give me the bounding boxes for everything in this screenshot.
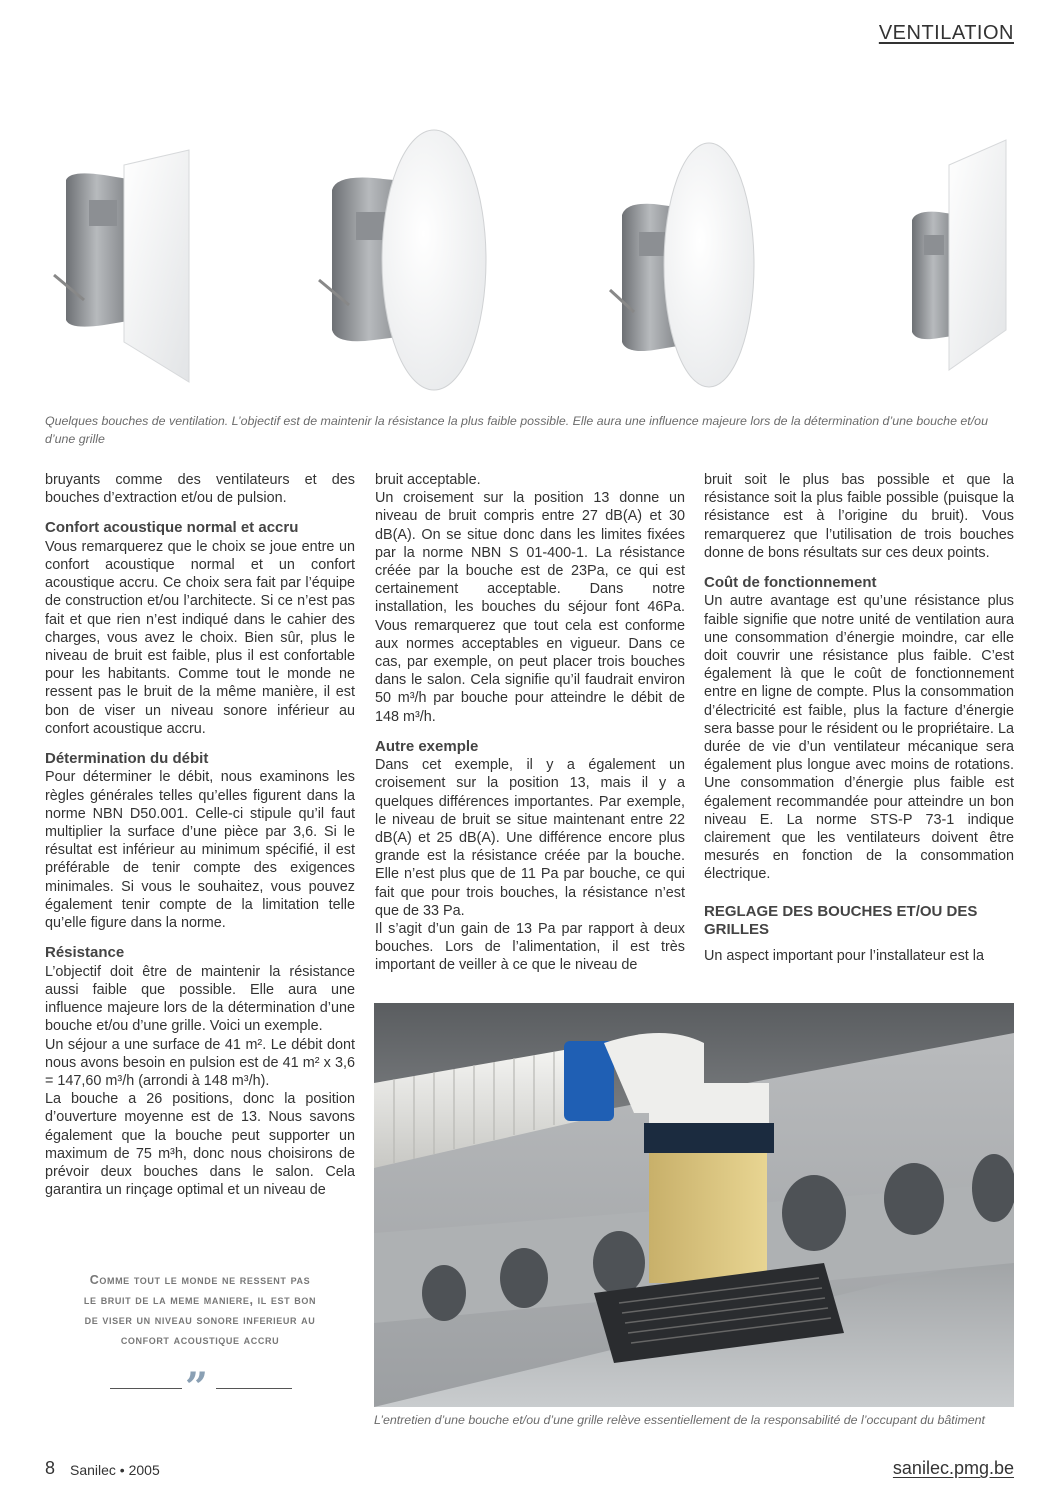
subheading: Autre exemple [375,737,479,755]
square-valve-right [912,140,1006,370]
pull-quote-line: confort acoustique accru [120,1333,280,1347]
subheading: Résistance [45,944,125,962]
column-2 [375,471,685,975]
ventilation-valves-photo [44,120,1014,410]
paragraph: Vous remarquerez que le choix se joue entre un confort acoustique normal et un confort acoustique accru. Ce choix sera fait par l’équipe de construction et/ou l’architecte. Si ce n’est pas fait et que rien n’est indiqué dans le cahier des charges, vous avez le choix. Bien sûr, plus le niveau de bruit est faible, plus il est confortable pour les habitants. Comme tout le monde ne ressent pas le bruit de la même manière, il est bon de viser un niveau sonore inférieur au confort acoustique accru. [45,538,355,737]
paragraph: La bouche a 26 positions, donc la position d’ouverture moyenne est de 13. Nous savons également que la bouche peut supporter un maximum de 75 m³h, donc nous choisirons de prévoir deux bouches dans le salon. Cela garantira un rinçage optimal et un niveau de [45,1091,355,1199]
round-valve-right [610,143,754,387]
pull-quote-line: de viser un niveau sonore inferieur au [84,1313,316,1327]
top-figure-caption: Quelques bouches de ventilation. L’objectif est de maintenir la résistance la plus faible possible. Elle aura une influence majeure lors de la détermination d’une bouche et/ou d’une grille [45,414,988,446]
column-1 [45,471,355,1199]
magazine-name: Sanilec • 2005 [70,1462,160,1478]
paragraph: Il s’agit d’un gain de 13 Pa par rapport à deux bouches. Lors de l’alimentation, il est très important de veiller à ce que le niveau de [375,921,685,974]
pull-quote-line: Comme tout le monde ne ressent pas [89,1273,311,1287]
paragraph: Pour déterminer le débit, nous examinons les règles générales telles qu’elles figurent dans la norme NBN D50.001. Celle-ci stipule qu’il faut multiplier la surface d’une pièce par 3,6. Si le résultat est inférieur au minimum spécifié, il est préférable de tenir compte des exigences minimales. Si vous le souhaitez, vous pouvez également tenir compte de la limitation telle qu’elle figure dans la norme. [45,769,355,932]
website-link[interactable]: sanilec.pmg.be [892,1458,1014,1478]
section-label: VENTILATION [878,22,1014,44]
paragraph: Dans cet exemple, il y a également un croisement sur la position 13, mais il y a quelques différences importantes. Par exemple, le niveau de bruit se situe maintenant entre 22 dB(A) et 25 dB(A). Une différence encore plus grande est la résistance créée par la bouche. Elle n’est plus que de 11 Pa par bouche, ce qui fait que pour trois bouches, la résistance n’est que de 33 Pa. [375,757,685,919]
section-heading: REGLAGE DES BOUCHES ET/OU DES GRILLES [704,902,978,939]
subheading: Détermination du débit [45,750,209,768]
quote-rule [110,1388,182,1389]
paragraph: Un aspect important pour l’installateur est la [704,948,984,965]
bottom-figure-caption: L’entretien d’une bouche et/ou d’une grille relève essentiellement de la responsabilité de l’occupant du bâtiment [374,1413,985,1427]
column-3 [704,471,1014,966]
subheading: Coût de fonctionnement [704,574,877,592]
paragraph: Un séjour a une surface de 41 m². Le débit dont nous avons besoin en pulsion est de 41 m² x 3,6 = 147,60 m³/h (arrondi à 148 m³/h). [45,1036,355,1089]
quote-rule [216,1388,292,1389]
round-valve-left [319,130,486,390]
valve-installation-photo [374,1003,1014,1407]
paragraph: Un autre avantage est qu’une résistance plus faible signifie que notre unité de ventilation aura une consommation d’énergie moindre, car elle doit couvrir une résistance plus faible. C’est également là que le coût de fonctionnement entre en ligne de compte. Plus la consommation d’électricité est faible, plus la facture d’énergie sera basse pour le résident ou le propriétaire. La durée de vie d’un ventilateur mécanique sera également plus longue avec moins de rotations. Une consommation d’énergie plus faible est également recommandée pour atteindre un bon niveau E. La norme STS-P 73-1 indique clairement que les ventilateurs doivent être mesurés en fonction de la consommation électrique. [704,593,1014,883]
pull-quote [45,1270,355,1350]
square-valve-left [54,150,189,382]
paragraph: bruit soit le plus bas possible et que la résistance soit la plus faible possible (puisque la résistance est à l’origine du bruit). Vous remarquerez que l’utilisation de trois bouches donne de bons résultats sur ces deux points. [704,472,1014,561]
subheading: Confort acoustique normal et accru [45,519,299,537]
pull-quote-line: le bruit de la meme maniere, il est bon [83,1293,317,1307]
paragraph: Un croisement sur la position 13 donne un niveau de bruit compris entre 27 dB(A) et 30 dB(A). On se situe donc dans les limites fixées par la norme NBN S 01-400-1. La résistance créée par la bouche est de 23Pa, ce qui est certainement acceptable. Dans notre installation, les bouches du séjour font 46Pa. Vous remarquerez que tout cela est conforme aux normes acceptables en vigueur. Dans ce cas, par exemple, on peut placer trois bouches dans le salon. Cela signifie qu’il faudrait environ 50 m³/h par bouche pour atteindre le débit de 148 m³/h. [375,490,685,725]
paragraph: bruit acceptable. [375,472,481,488]
quote-mark-icon: ” [185,1364,209,1411]
paragraph: bruyants comme des ventilateurs et des bouches d’extraction et/ou de pulsion. [45,472,355,507]
page-number: 8 [45,1458,56,1478]
paragraph: L’objectif doit être de maintenir la résistance aussi faible que possible. Elle aura une influence majeure lors de la détermination d’une bouche et/ou d’une grille. Voici un exemple. [45,963,355,1035]
